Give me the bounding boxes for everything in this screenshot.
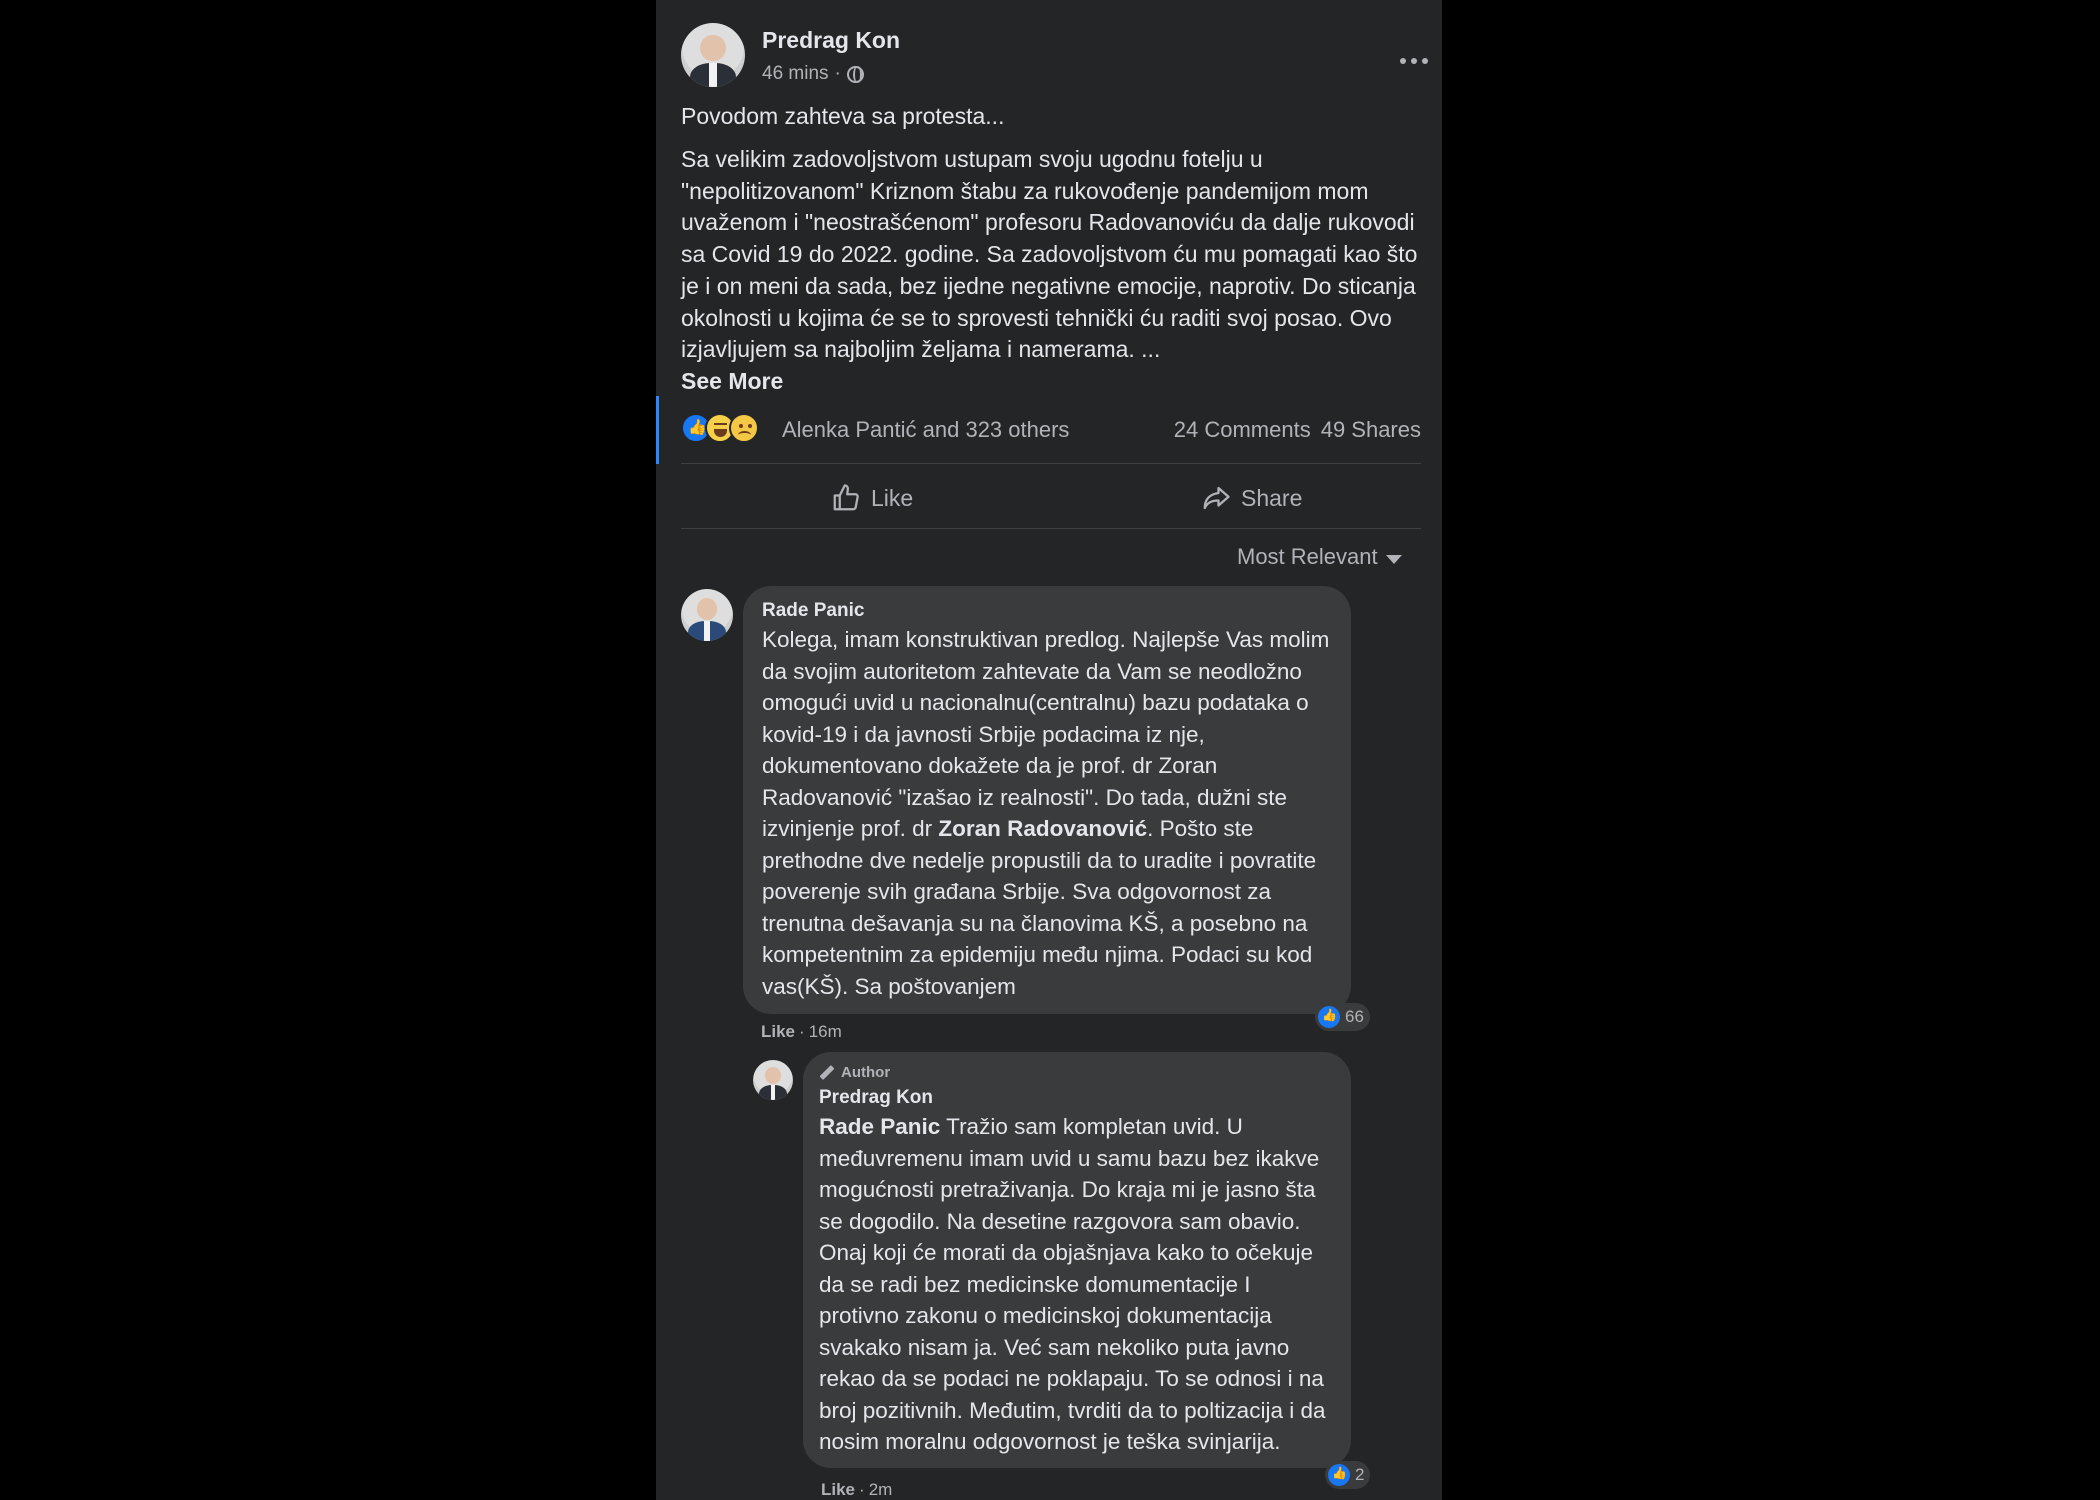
avatar-face xyxy=(765,1067,781,1084)
reply-bubble xyxy=(803,1052,1351,1468)
like-icon xyxy=(1328,1464,1350,1486)
pencil-icon xyxy=(820,1065,835,1080)
post-time[interactable]: 46 mins xyxy=(762,63,829,84)
reply-footer xyxy=(821,1480,892,1500)
reply-author[interactable]: Predrag Kon xyxy=(819,1087,934,1108)
engagement-counts xyxy=(1174,417,1421,443)
action-bar xyxy=(681,466,1421,528)
comment-author[interactable]: Rade Panic xyxy=(762,600,865,621)
sad-icon xyxy=(729,413,759,443)
reaction-icons[interactable] xyxy=(681,413,753,443)
see-more-link[interactable]: See More xyxy=(681,367,784,394)
focus-accent-bar xyxy=(656,396,659,464)
avatar-shirt xyxy=(709,63,717,87)
post-meta xyxy=(762,63,864,85)
comment-time[interactable]: 16m xyxy=(808,1022,842,1041)
sort-label: Most Relevant xyxy=(1237,544,1378,569)
reply-text-part: Tražio sam kompletan uvid. U međuvremenu imam uvid u samu bazu bez ikakve mogućnosti pretraživanja. Do kraja mi je jasno šta se dogodilo. Na desetine razgovora sam obavio. Onaj koji će morati da objašnjava kako to očekuje da se radi bez medicinske domumentacije I protivno zakonu o medicinskoj dokumentacija svakako nisam ja. Već sam nekoliko puta javno rekao da se podaci ne poklapaju. To se odnosi i na broj pozitivnih. Međutim, tvrditi da to poltizacija i da nosim moralnu odgovornost je teška svinjarija. xyxy=(819,1114,1326,1454)
like-label: Like xyxy=(871,484,914,511)
post-title: Povodom zahteva sa protesta... xyxy=(681,103,1005,129)
footer-separator: · xyxy=(859,1480,865,1499)
comment-bubble xyxy=(743,586,1351,1014)
reactions-text[interactable]: Alenka Pantić and 323 others xyxy=(782,417,1070,442)
avatar-shirt xyxy=(771,1085,776,1100)
comment-sort-dropdown[interactable] xyxy=(1237,544,1402,570)
dot xyxy=(1422,58,1428,64)
post-author-name[interactable]: Predrag Kon xyxy=(762,27,901,53)
reaction-count: 66 xyxy=(1345,1007,1364,1026)
reply-like-button[interactable]: Like xyxy=(821,1480,856,1499)
dot xyxy=(1411,58,1417,64)
like-button[interactable] xyxy=(831,476,913,520)
author-badge xyxy=(819,1064,1335,1081)
mention-link[interactable]: Rade Panic xyxy=(819,1114,941,1139)
avatar-face xyxy=(697,598,718,620)
comment-footer xyxy=(761,1022,842,1042)
reply-time[interactable]: 2m xyxy=(868,1480,893,1499)
mention-link[interactable]: Zoran Radovanović xyxy=(938,816,1148,841)
reactions-summary xyxy=(681,413,1421,447)
author-avatar[interactable] xyxy=(681,23,745,87)
reply-reaction-count[interactable] xyxy=(1325,1461,1370,1489)
comment-like-button[interactable]: Like xyxy=(761,1022,796,1041)
thumbs-up-icon xyxy=(831,483,861,513)
meta-separator: · xyxy=(834,63,841,84)
reaction-count: 2 xyxy=(1355,1465,1365,1484)
post-header xyxy=(681,23,1421,87)
shares-count[interactable]: 49 Shares xyxy=(1320,417,1421,442)
comment-reaction-count[interactable] xyxy=(1315,1003,1370,1031)
comment-text-part: Kolega, imam konstruktivan predlog. Najlepše Vas molim da svojim autoritetom zahtevate da Vam se neodložno omogući uvid u nacionalnu(centralnu) bazu podataka o kovid-19 i da javnosti Srbije podacima iz nje, dokumentovano dokažete da je prof. dr Zoran Radovanović "izašao iz realnosti". Do tada, dužni ste izvinjenje prof. dr xyxy=(762,627,1330,841)
reply-author-avatar[interactable] xyxy=(753,1060,793,1100)
avatar-face xyxy=(700,35,726,62)
author-badge-label: Author xyxy=(841,1064,891,1081)
avatar-shirt xyxy=(704,621,710,641)
divider xyxy=(681,463,1421,464)
share-button[interactable] xyxy=(1201,476,1302,520)
like-icon xyxy=(1318,1006,1340,1028)
divider xyxy=(681,528,1421,529)
comments-count[interactable]: 24 Comments xyxy=(1173,417,1311,442)
globe-icon xyxy=(847,66,864,83)
footer-separator: · xyxy=(799,1022,805,1041)
caret-down-icon xyxy=(1386,555,1402,564)
post-body-text: Sa velikim zadovoljstvom ustupam svoju ugodnu fotelju u "nepolitizovanom" Kriznom štabu za rukovođenje pandemijom mom uvaženom i "neostrašćenom" profesoru Radovanoviću da dalje rukovodi sa Covid 19 do 2022. godine. Sa zadovoljstvom ću mu pomagati kao što je i on meni da sada, bez ijedne negativne emocije, naprotiv. Do sticanja okolnosti u kojima će se to sprovesti tehnički ću raditi svoj posao. Ovo izjavljujem sa najboljim željama i namerama. ... xyxy=(681,146,1418,363)
post-card xyxy=(656,0,1442,1500)
share-arrow-icon xyxy=(1201,483,1231,513)
comment-text-part: . Pošto ste prethodne dve nedelje propustili da to uradite i povratite poverenje svih građana Srbije. Sva odgovornost za trenutna dešavanja su na članovima KŠ, a posebno na kompetentnim za epidemiju među njima. Podaci su kod vas(KŠ). Sa poštovanjem xyxy=(762,816,1317,999)
share-label: Share xyxy=(1241,484,1303,511)
comment-text xyxy=(762,624,1333,1002)
more-options-icon[interactable] xyxy=(1396,51,1432,71)
reply-text xyxy=(819,1111,1335,1458)
dot xyxy=(1400,58,1406,64)
post-body xyxy=(681,144,1421,398)
commenter-avatar[interactable] xyxy=(681,589,733,641)
